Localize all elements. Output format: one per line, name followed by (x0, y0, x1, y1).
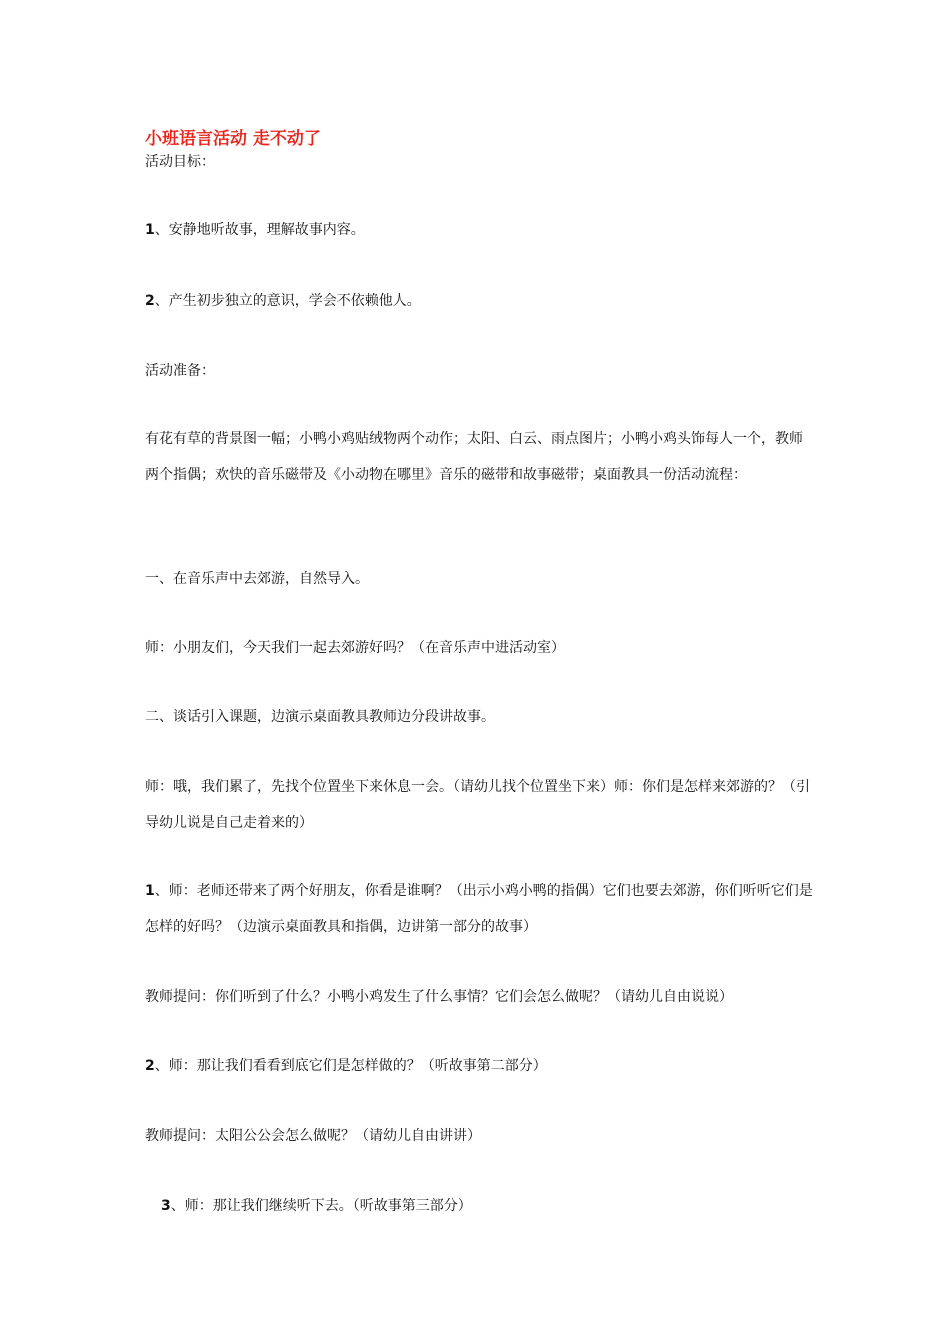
paragraph-text: 师：哦，我们累了，先找个位置坐下来休息一会。（请幼儿找个位置坐下来）师：你们是怎样来郊游的？（引导幼儿说是自己走着来的） (145, 779, 810, 831)
paragraph (145, 421, 815, 493)
paragraph-number: 2 (145, 293, 155, 309)
paragraph (145, 630, 815, 666)
paragraph-text: 有花有草的背景图一幅；小鸭小鸡贴绒物两个动作；太阳、白云、雨点图片；小鸭小鸡头饰每人一个，教师两个指偶；欢快的音乐磁带及《小动物在哪里》音乐的磁带和故事磁带；桌面教具一份活动流程： (145, 431, 803, 483)
paragraph-text: 、产生初步独立的意识，学会不依赖他人。 (154, 293, 421, 309)
paragraph (145, 1048, 815, 1084)
paragraph-text: 师：小朋友们，今天我们一起去郊游好吗？（在音乐声中进活动室） (145, 640, 565, 656)
paragraph-text: 活动准备： (145, 363, 215, 379)
paragraph-text: 、师：那让我们继续听下去。（听故事第三部分） (170, 1198, 472, 1214)
paragraph-number: 1 (145, 222, 155, 238)
document-title: 小班语言活动 走不动了 (145, 129, 321, 149)
paragraph (145, 561, 815, 597)
paragraph (145, 873, 815, 945)
paragraph-text: 、师：那让我们看看到底它们是怎样做的？（听故事第二部分） (154, 1058, 547, 1074)
paragraph-text: 、安静地听故事，理解故事内容。 (154, 222, 365, 238)
paragraph (145, 1118, 815, 1154)
paragraph-text: 二、谈话引入课题，边演示桌面教具教师边分段讲故事。 (145, 709, 495, 725)
paragraph-number: 3 (161, 1198, 171, 1214)
paragraph-text: 活动目标： (145, 154, 215, 170)
paragraph (145, 353, 815, 389)
paragraph (145, 769, 815, 841)
paragraph (161, 1188, 831, 1224)
paragraph (145, 699, 815, 735)
paragraph (145, 144, 815, 180)
paragraph-number: 1 (145, 883, 155, 899)
paragraph-number: 2 (145, 1058, 155, 1074)
paragraph-text: 、师：老师还带来了两个好朋友，你看是谁啊？（出示小鸡小鸭的指偶）它们也要去郊游，你们听听它们是怎样的好吗？（边演示桌面教具和指偶，边讲第一部分的故事） (145, 883, 813, 935)
paragraph (145, 283, 815, 319)
paragraph-text: 教师提问：太阳公公会怎么做呢？（请幼儿自由讲讲） (145, 1128, 481, 1144)
paragraph-text: 教师提问：你们听到了什么？小鸭小鸡发生了什么事情？它们会怎么做呢？（请幼儿自由说说） (145, 989, 733, 1005)
paragraph (145, 979, 815, 1015)
paragraph-text: 一、在音乐声中去郊游，自然导入。 (145, 571, 369, 587)
paragraph (145, 212, 815, 248)
